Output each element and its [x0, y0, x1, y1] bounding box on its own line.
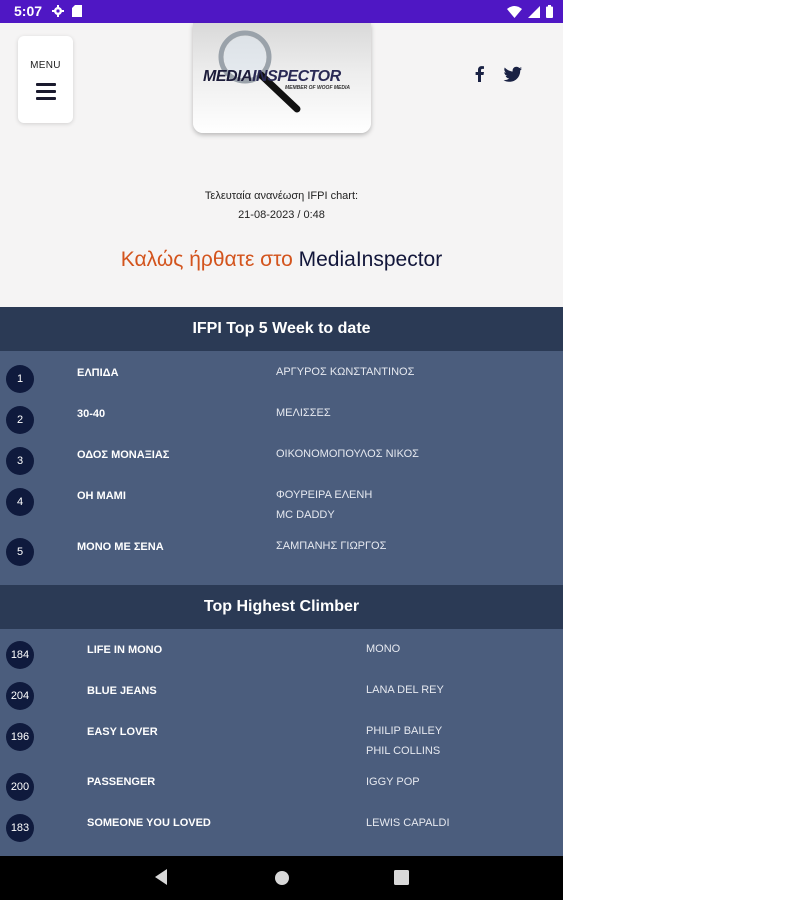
climbers-heading: Top Highest Climber: [0, 585, 563, 629]
song-title: EASY LOVER: [87, 726, 158, 738]
artist-name: LEWIS CAPALDI: [366, 817, 450, 829]
rank-badge: 1: [6, 365, 34, 393]
artist-name: MONO: [366, 643, 401, 655]
welcome-brand: MediaInspector: [298, 248, 443, 271]
song-title: ΜΟΝΟ ΜΕ ΣΕΝΑ: [77, 541, 164, 553]
wifi-icon: [507, 6, 522, 18]
song-title: ΕΛΠΙΔΑ: [77, 367, 119, 379]
song-title: BLUE JEANS: [87, 685, 157, 697]
status-time: 5:07: [14, 3, 43, 19]
climbers-list: [0, 629, 563, 856]
artist-name: ΜΕΛΙΣΣΕΣ: [276, 407, 331, 419]
menu-label: MENU: [30, 60, 61, 71]
gear-icon: [52, 5, 64, 17]
logo-tagline: MEMBER OF WOOF MEDIA: [285, 85, 350, 91]
battery-icon: [546, 5, 553, 18]
song-title: ΟΔΟΣ ΜΟΝΑΞΙΑΣ: [77, 449, 170, 461]
artist-name: PHILIP BAILEY: [366, 725, 443, 737]
rank-badge: 183: [6, 814, 34, 842]
update-label: Τελευταία ανανέωση IFPI chart:: [204, 190, 359, 202]
facebook-icon[interactable]: [470, 64, 490, 84]
sd-card-icon: [72, 5, 82, 17]
song-title: LIFE IN MONO: [87, 644, 163, 656]
song-title: OH MAMI: [77, 490, 126, 502]
menu-button[interactable]: [18, 36, 73, 123]
rank-badge: 4: [6, 488, 34, 516]
site-logo[interactable]: [193, 23, 371, 133]
artist-name: IGGY POP: [366, 776, 420, 788]
hamburger-icon: [36, 83, 56, 100]
update-date: 21-08-2023 / 0:48: [238, 209, 325, 221]
top5-list: [0, 351, 563, 586]
rank-badge: 3: [6, 447, 34, 475]
top5-heading: IFPI Top 5 Week to date: [0, 307, 563, 351]
artist-name: LANA DEL REY: [366, 684, 444, 696]
home-icon[interactable]: [274, 870, 290, 886]
system-nav-bar: [0, 856, 563, 900]
artist-name: PHIL COLLINS: [366, 745, 441, 757]
artist-name: ΣΑΜΠΑΝΗΣ ΓΙΩΡΓΟΣ: [276, 540, 387, 552]
rank-badge: 184: [6, 641, 34, 669]
rank-badge: 200: [6, 773, 34, 801]
song-title: SOMEONE YOU LOVED: [87, 817, 211, 829]
rank-badge: 196: [6, 723, 34, 751]
rank-badge: 5: [6, 538, 34, 566]
artist-name: ΟΙΚΟΝΟΜΟΠΟΥΛΟΣ ΝΙΚΟΣ: [276, 448, 419, 460]
recents-icon[interactable]: [394, 870, 409, 885]
song-title: 30-40: [77, 408, 106, 420]
welcome-heading: [0, 248, 563, 272]
logo-brand: MEDIAINSPECTOR: [203, 68, 341, 85]
back-icon[interactable]: [154, 868, 168, 886]
welcome-prefix: Καλώς ήρθατε στο: [120, 248, 293, 271]
artist-name: ΦΟΥΡΕΙΡΑ ΕΛΕΝΗ: [276, 489, 373, 501]
artist-name: MC DADDY: [276, 509, 335, 521]
signal-icon: [528, 6, 540, 18]
status-bar: [0, 0, 563, 23]
rank-badge: 2: [6, 406, 34, 434]
twitter-icon[interactable]: [503, 64, 523, 84]
song-title: PASSENGER: [87, 776, 156, 788]
rank-badge: 204: [6, 682, 34, 710]
artist-name: ΑΡΓΥΡΟΣ ΚΩΝΣΤΑΝΤΙΝΟΣ: [276, 366, 415, 378]
